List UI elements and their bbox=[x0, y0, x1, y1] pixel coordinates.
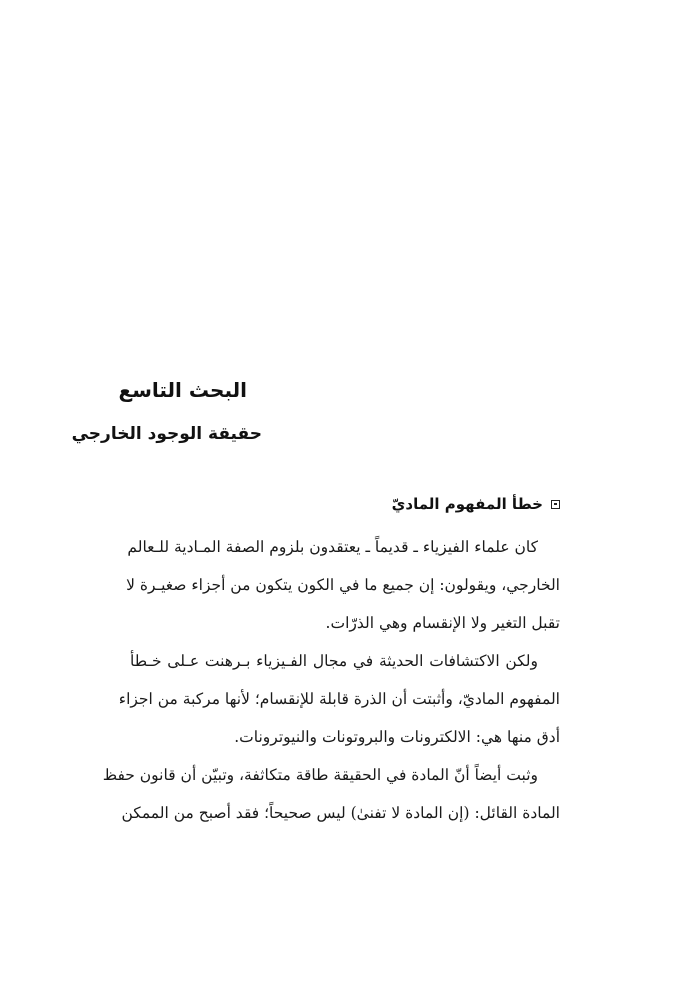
text-line: وثبت أيضاً أنّ المادة في الحقيقة طاقة متكاثفة، وتبيّن أن قانون حفظ bbox=[102, 766, 538, 784]
text-line: أدق منها هي: الالكترونات والبروتونات والنيوترونات. bbox=[234, 728, 560, 746]
paragraph-1 bbox=[126, 528, 560, 642]
section-heading-text: خطأ المفهوم الماديّ bbox=[391, 495, 543, 513]
text-line: الخارجي، ويقولون: إن جميع ما في الكون يتكون من أجزاء صغيـرة لا bbox=[126, 576, 560, 594]
text-line: تقبل التغير ولا الإنقسام وهي الذرّات. bbox=[325, 614, 560, 632]
body-text bbox=[102, 528, 560, 832]
paragraph-2 bbox=[118, 642, 560, 756]
text-line: كان علماء الفيزياء ـ قديماً ـ يعتقدون بلزوم الصفة المـادية للـعالم bbox=[127, 538, 538, 556]
section-heading bbox=[392, 495, 560, 513]
square-bullet-icon bbox=[551, 500, 560, 509]
chapter-subtitle: حقيقة الوجود الخارجي bbox=[71, 424, 262, 444]
text-line: المادة القائل: (إن المادة لا تفنىٰ) ليس صحيحاً؛ فقد أصبح من الممكن bbox=[121, 804, 560, 822]
text-line: المفهوم الماديّ، وأثبتت أن الذرة قابلة للإنقسام؛ لأنها مركبة من اجزاء bbox=[118, 690, 560, 708]
chapter-title: البحث التاسع bbox=[118, 378, 247, 402]
paragraph-3 bbox=[102, 756, 560, 832]
text-line: ولكن الاكتشافات الحديثة في مجال الفـيزياء بـرهنت عـلى خـطأ bbox=[130, 652, 538, 670]
